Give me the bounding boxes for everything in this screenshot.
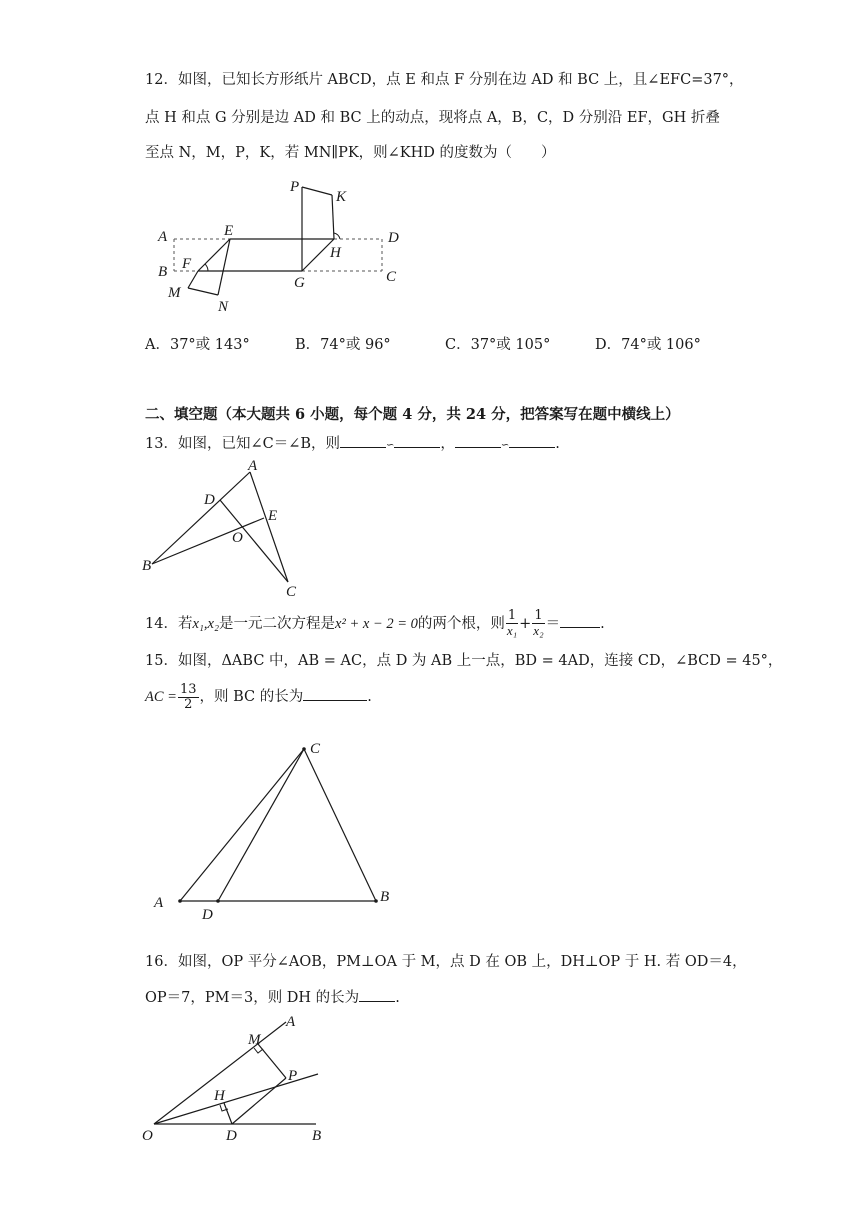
q16-end: . [395, 990, 400, 1006]
q16-label-O: O [142, 1128, 153, 1144]
section-title: 二、填空题（本大题共 6 小题，每个题 4 分，共 24 分，把答案写在题中横线上） [145, 406, 680, 423]
q12-label-H: H [330, 245, 341, 261]
q12-label-D: D [388, 230, 399, 246]
q13-blank-1[interactable] [340, 433, 386, 448]
q12-label-F: F [182, 256, 192, 272]
q14-equation: x² + x − 2 = 0 [335, 616, 418, 632]
q16-line2 [145, 987, 400, 1008]
q12-label-N: N [218, 299, 229, 315]
q15-label-B: B [380, 889, 390, 905]
q15-line2 [145, 680, 372, 714]
q16-label-H: H [214, 1088, 225, 1104]
q12-label-G: G [294, 275, 305, 291]
q14-plus: + [519, 616, 532, 632]
q16-line1: 16．如图，OP 平分∠AOB，PM⊥OA 于 M，点 D 在 OB 上，DH⊥OP 于 H. 若 OD＝4， [145, 954, 747, 970]
q13-prefix: 13．如图，已知∠C＝∠B，则 [145, 436, 340, 452]
q14-roots: x₁,x₂ [192, 616, 220, 632]
q15-blank[interactable] [303, 686, 367, 701]
q15-label-A: A [154, 895, 164, 911]
q13-label-D: D [204, 492, 215, 508]
q12-line1: 12．如图，已知长方形纸片 ABCD，点 E 和点 F 分别在边 AD 和 BC 上，且∠EFC=37°， [145, 72, 744, 88]
q12-label-B: B [158, 264, 168, 280]
q15-ac: AC = [145, 689, 177, 705]
q14-fraction-1: $\frac{1}{\text{x₁}}$ [506, 608, 518, 638]
q16-label-M: M [248, 1032, 261, 1048]
q12-figure [150, 175, 410, 315]
q14-prefix: 14．若 [145, 616, 193, 632]
q12-label-E: E [224, 223, 234, 239]
q12-line3: 至点 N，M，P，K，若 MN∥PK，则∠KHD 的度数为（ ） [145, 145, 556, 161]
q12-option-a[interactable]: A．37°或 143° [145, 337, 250, 353]
q14-blank[interactable] [560, 613, 600, 628]
q12-label-A: A [158, 229, 168, 245]
q12-option-c[interactable]: C．37°或 105° [445, 337, 551, 353]
q13-sim-2: ∽ [500, 440, 510, 451]
q13-sim-1: ∽ [386, 440, 395, 451]
q16-line2-text: OP＝7，PM＝3，则 DH 的长为 [145, 990, 360, 1006]
q14-line [145, 608, 605, 640]
q13-blank-2[interactable] [394, 433, 440, 448]
q13-end: . [555, 436, 560, 452]
q12-label-P: P [290, 179, 300, 195]
q14-fraction-2: $\frac{1}{\text{x₂}}$ [533, 608, 544, 638]
q15-label-D: D [202, 907, 213, 923]
q13-label-B: B [142, 558, 152, 574]
q16-figure [140, 1010, 340, 1150]
q12-label-C: C [386, 269, 397, 285]
q15-end: . [367, 689, 372, 705]
q15-rest: ，则 BC 的长为 [199, 689, 304, 705]
q15-figure [150, 735, 400, 925]
q12-option-d[interactable]: D．74°或 106° [595, 337, 701, 353]
q14-end: . [600, 616, 605, 632]
q13-label-O: O [232, 530, 243, 546]
q16-label-B: B [312, 1128, 322, 1144]
q13-label-C: C [286, 584, 297, 598]
q14-mid: 是一元二次方程是 [219, 616, 336, 632]
q14-eq: ＝ [545, 616, 561, 632]
q13-comma: ， [440, 436, 455, 452]
q13-blank-4[interactable] [509, 433, 555, 448]
q13-line [145, 433, 560, 456]
q15-fraction: $\frac{13}{2}$ [179, 681, 197, 712]
q13-figure [140, 458, 320, 598]
q13-label-A: A [248, 458, 258, 474]
q15-label-C: C [310, 741, 321, 757]
q13-blank-3[interactable] [455, 433, 501, 448]
q13-label-E: E [268, 508, 278, 524]
q16-label-D: D [226, 1128, 237, 1144]
q14-mid2: 的两个根，则 [417, 616, 505, 632]
q16-label-A: A [286, 1014, 296, 1030]
q12-line2: 点 H 和点 G 分别是边 AD 和 BC 上的动点，现将点 A，B，C，D 分别沿 EF，GH 折叠 [145, 110, 720, 126]
q16-blank[interactable] [359, 987, 395, 1002]
q12-label-K: K [336, 189, 347, 205]
q16-label-P: P [288, 1068, 298, 1084]
q12-option-b[interactable]: B．74°或 96° [295, 337, 391, 353]
q15-line1: 15．如图，ΔABC 中，AB = AC，点 D 为 AB 上一点，BD = 4AD，连接 CD，∠BCD = 45°， [145, 653, 783, 669]
q12-label-M: M [168, 285, 181, 301]
